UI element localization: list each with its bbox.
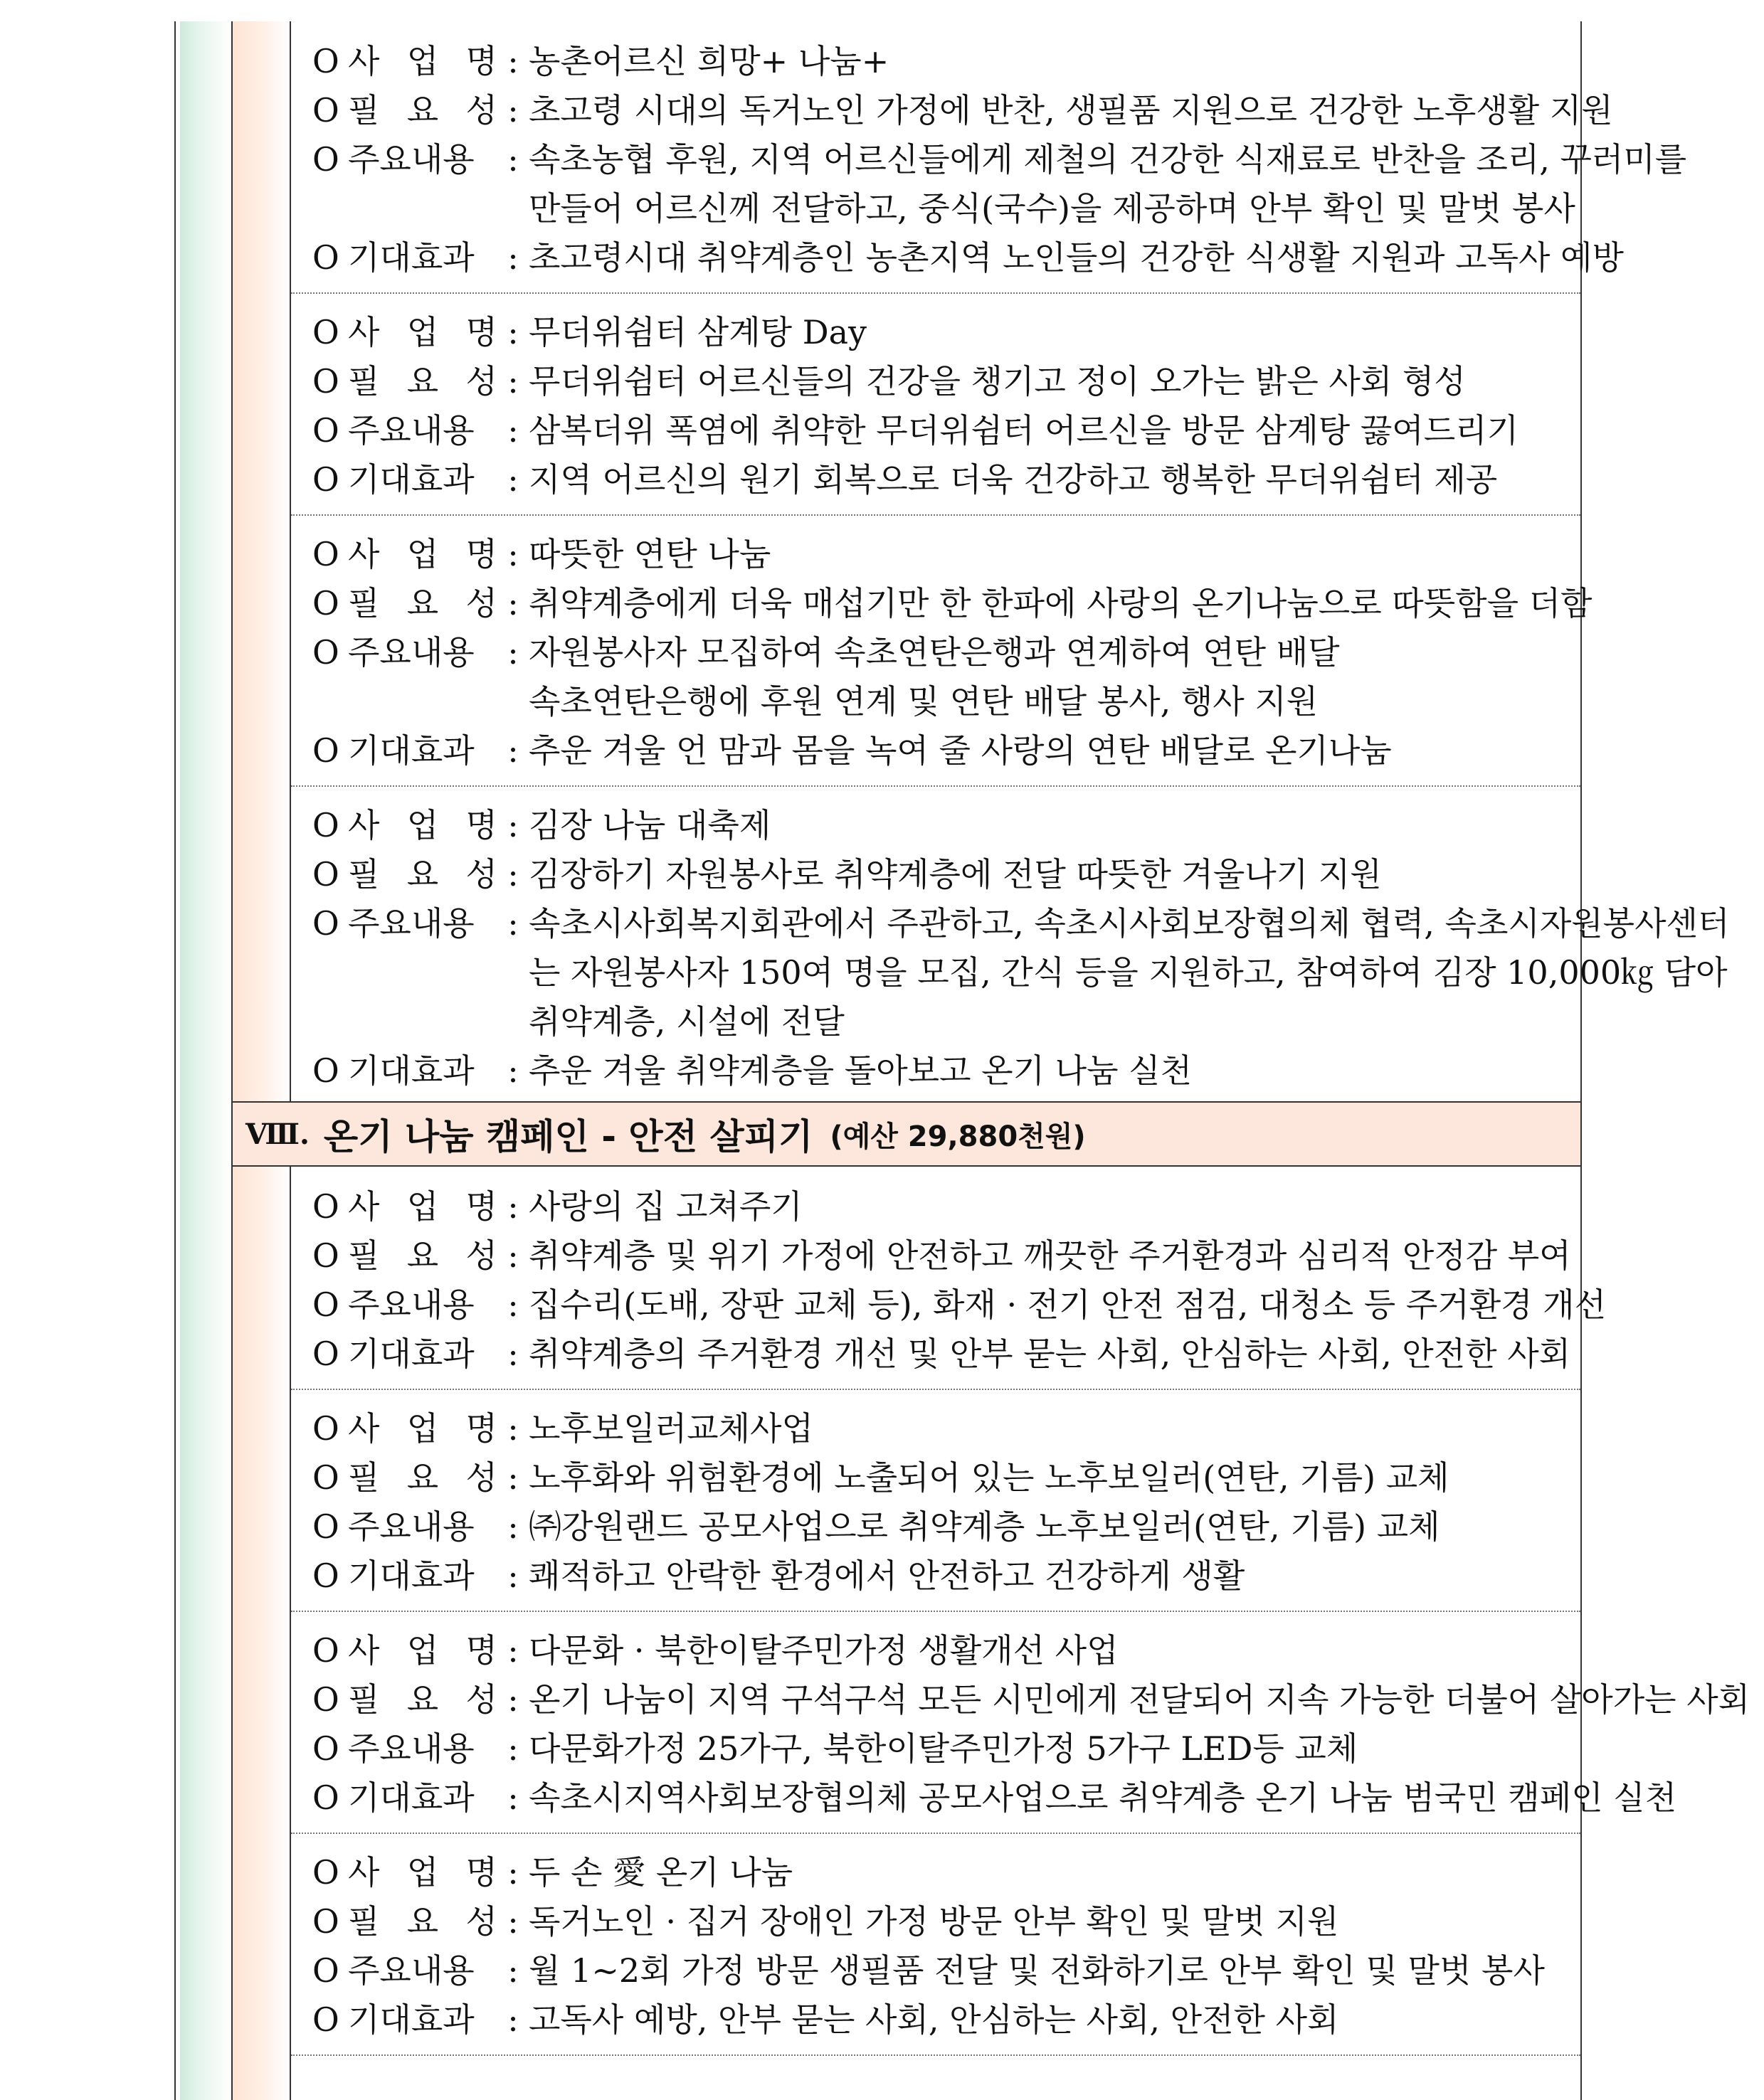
field-label: 주요내용 xyxy=(348,140,475,179)
circle-bullet-icon: O xyxy=(312,91,339,129)
field-value: 삼복더위 폭염에 취약한 무더위쉼터 어르신을 방문 삼계탕 끓여드리기 xyxy=(529,411,1519,450)
field-value: 초고령시대 취약계층인 농촌지역 노인들의 건강한 식생활 지원과 고독사 예방 xyxy=(529,238,1624,277)
field-need xyxy=(312,1897,1580,1946)
circle-bullet-icon: O xyxy=(312,140,339,179)
field-value: 추운 겨울 취약계층을 돌아보고 온기 나눔 실천 xyxy=(529,1051,1193,1090)
field-label: 기대효과 xyxy=(348,1335,475,1373)
section-budget: (예산 29,880천원) xyxy=(830,1120,1086,1153)
field-colon: : xyxy=(507,1557,519,1595)
field-need xyxy=(312,1453,1580,1502)
program-block xyxy=(291,1612,1750,1834)
field-colon: : xyxy=(507,1853,519,1892)
field-label: 주요내용 xyxy=(348,411,475,450)
circle-bullet-icon: O xyxy=(312,904,339,943)
field-content xyxy=(312,1724,1580,1773)
field-value: 속초농협 후원, 지역 어르신들에게 제철의 건강한 식재료로 반찬을 조리, 꾸러미를 xyxy=(529,140,1687,179)
field-label: 기대효과 xyxy=(348,238,475,277)
circle-bullet-icon: O xyxy=(312,460,339,499)
document-frame xyxy=(174,21,1750,2100)
field-value: 다문화 · 북한이탈주민가정 생활개선 사업 xyxy=(529,1631,1119,1670)
circle-bullet-icon: O xyxy=(312,238,339,277)
field-label: 주요내용 xyxy=(348,1729,475,1768)
field-label: 기대효과 xyxy=(348,460,475,499)
field-need xyxy=(312,357,1580,406)
field-label: 필 요 성 xyxy=(348,1680,497,1719)
field-colon: : xyxy=(507,633,519,672)
field-value: 온기 나눔이 지역 구석구석 모든 시민에게 전달되어 지속 가능한 더불어 살아가는 사회 xyxy=(529,1680,1750,1719)
program-block xyxy=(291,21,1687,294)
field-effect xyxy=(312,1995,1580,2045)
field-label: 필 요 성 xyxy=(348,91,497,129)
field-need xyxy=(312,850,1580,899)
field-value: 노후화와 위험환경에 노출되어 있는 노후보일러(연탄, 기름) 교체 xyxy=(529,1458,1449,1497)
field-value: 초고령 시대의 독거노인 가정에 반찬, 생필품 지원으로 건강한 노후생활 지원 xyxy=(529,91,1613,129)
field-colon: : xyxy=(507,1187,519,1226)
field-colon: : xyxy=(507,1729,519,1768)
field-label: 주요내용 xyxy=(348,1951,475,1990)
field-value: 사랑의 집 고쳐주기 xyxy=(529,1187,803,1226)
field-name xyxy=(312,530,1580,579)
circle-bullet-icon: O xyxy=(312,1778,339,1817)
field-content xyxy=(312,628,1580,677)
field-effect xyxy=(312,726,1580,775)
field-value: 취약계층에게 더욱 매섭기만 한 한파에 사랑의 온기나눔으로 따뜻함을 더함 xyxy=(529,584,1593,622)
field-value: 두 손 愛 온기 나눔 xyxy=(529,1853,793,1892)
field-content xyxy=(312,899,1730,948)
field-value: 속초시지역사회보장협의체 공모사업으로 취약계층 온기 나눔 범국민 캠페인 실천 xyxy=(529,1778,1677,1817)
field-need xyxy=(312,86,1613,135)
field-effect xyxy=(312,1552,1580,1601)
circle-bullet-icon: O xyxy=(312,1507,339,1546)
field-need xyxy=(312,1675,1750,1724)
field-content xyxy=(312,1502,1580,1552)
circle-bullet-icon: O xyxy=(312,855,339,893)
program-block xyxy=(291,1167,1607,1390)
field-value: 월 1~2회 가정 방문 생필품 전달 및 전화하기로 안부 확인 및 말벗 봉사 xyxy=(529,1951,1545,1990)
circle-bullet-icon: O xyxy=(312,1729,339,1768)
field-label: 주요내용 xyxy=(348,1285,475,1324)
field-value: 노후보일러교체사업 xyxy=(529,1409,813,1448)
section-number: Ⅷ. xyxy=(245,1117,310,1151)
field-value: ㈜강원랜드 공모사업으로 취약계층 노후보일러(연탄, 기름) 교체 xyxy=(529,1507,1440,1546)
field-colon: : xyxy=(507,1285,519,1324)
field-colon: : xyxy=(507,731,519,770)
circle-bullet-icon: O xyxy=(312,1680,339,1719)
circle-bullet-icon: O xyxy=(312,633,339,672)
field-label: 필 요 성 xyxy=(348,855,497,893)
field-value: 추운 겨울 언 맘과 몸을 녹여 줄 사랑의 연탄 배달로 온기나눔 xyxy=(529,731,1392,770)
field-colon: : xyxy=(507,1507,519,1546)
field-value: 독거노인 · 집거 장애인 가정 방문 안부 확인 및 말벗 지원 xyxy=(529,1902,1339,1941)
circle-bullet-icon: O xyxy=(312,411,339,450)
left-border-line xyxy=(174,21,176,2100)
field-value: 따뜻한 연탄 나눔 xyxy=(529,535,771,573)
field-colon: : xyxy=(507,362,519,401)
field-need xyxy=(312,1231,1580,1280)
circle-bullet-icon: O xyxy=(312,1458,339,1497)
field-value: 김장 나눔 대축제 xyxy=(529,806,771,844)
circle-bullet-icon: O xyxy=(312,2000,339,2039)
field-label: 주요내용 xyxy=(348,633,475,672)
field-label: 사 업 명 xyxy=(348,1187,497,1226)
field-effect xyxy=(312,455,1580,504)
field-value: 속초시사회복지회관에서 주관하고, 속초시사회보장협의체 협력, 속초시자원봉사센터 xyxy=(529,904,1730,943)
field-label: 사 업 명 xyxy=(348,1631,497,1670)
field-label: 기대효과 xyxy=(348,1051,475,1090)
green-margin-band xyxy=(180,21,233,2100)
field-label: 필 요 성 xyxy=(348,1902,497,1941)
field-colon: : xyxy=(507,1680,519,1719)
circle-bullet-icon: O xyxy=(312,362,339,401)
field-effect xyxy=(312,1046,1580,1096)
field-label: 주요내용 xyxy=(348,904,475,943)
field-label: 사 업 명 xyxy=(348,1409,497,1448)
field-colon: : xyxy=(507,1335,519,1373)
field-colon: : xyxy=(507,1409,519,1448)
field-need xyxy=(312,579,1593,628)
field-colon: : xyxy=(507,2000,519,2039)
content-continuation: 만들어 어르신께 전달하고, 중식(국수)을 제공하며 안부 확인 및 말벗 봉사 xyxy=(529,189,1575,228)
field-value: 쾌적하고 안락한 환경에서 안전하고 건강하게 생활 xyxy=(529,1557,1245,1595)
field-colon: : xyxy=(507,460,519,499)
field-value: 무더위쉼터 삼계탕 Day xyxy=(529,313,867,351)
field-label: 기대효과 xyxy=(348,2000,475,2039)
field-effect xyxy=(312,1773,1677,1823)
field-label: 사 업 명 xyxy=(348,806,497,844)
field-colon: : xyxy=(507,904,519,943)
field-value: 다문화가정 25가구, 북한이탈주민가정 5가구 LED등 교체 xyxy=(529,1729,1358,1768)
circle-bullet-icon: O xyxy=(312,42,339,80)
field-label: 사 업 명 xyxy=(348,1853,497,1892)
field-colon: : xyxy=(507,1631,519,1670)
circle-bullet-icon: O xyxy=(312,1285,339,1324)
field-name xyxy=(312,1848,1580,1897)
circle-bullet-icon: O xyxy=(312,1051,339,1090)
field-value: 자원봉사자 모집하여 속초연탄은행과 연계하여 연탄 배달 xyxy=(529,633,1340,672)
field-colon: : xyxy=(507,1902,519,1941)
circle-bullet-icon: O xyxy=(312,1902,339,1941)
field-name xyxy=(312,801,1580,850)
circle-bullet-icon: O xyxy=(312,584,339,622)
field-colon: : xyxy=(507,535,519,573)
circle-bullet-icon: O xyxy=(312,1236,339,1275)
field-label: 필 요 성 xyxy=(348,1458,497,1497)
field-effect xyxy=(312,1330,1580,1379)
content-continuation: 취약계층, 시설에 전달 xyxy=(529,1002,845,1041)
field-name xyxy=(312,308,1580,357)
field-value: 김장하기 자원봉사로 취약계층에 전달 따뜻한 겨울나기 지원 xyxy=(529,855,1382,893)
content-continuation: 속초연탄은행에 후원 연계 및 연탄 배달 봉사, 행사 지원 xyxy=(529,682,1319,721)
field-name xyxy=(312,37,1580,86)
bottom-program-list xyxy=(291,1167,1750,2056)
field-name xyxy=(312,1182,1580,1231)
field-label: 필 요 성 xyxy=(348,1236,497,1275)
field-colon: : xyxy=(507,42,519,80)
program-block xyxy=(291,787,1730,1107)
circle-bullet-icon: O xyxy=(312,535,339,573)
field-label: 기대효과 xyxy=(348,731,475,770)
field-colon: : xyxy=(507,313,519,351)
field-content xyxy=(312,1946,1580,1995)
field-label: 주요내용 xyxy=(348,1507,475,1546)
field-effect xyxy=(312,233,1624,282)
peach-margin-band xyxy=(233,21,291,2100)
field-label: 사 업 명 xyxy=(348,313,497,351)
field-value: 취약계층의 주거환경 개선 및 안부 묻는 사회, 안심하는 사회, 안전한 사회 xyxy=(529,1335,1571,1373)
program-block xyxy=(291,1834,1580,2056)
field-colon: : xyxy=(507,584,519,622)
circle-bullet-icon: O xyxy=(312,1335,339,1373)
field-value: 지역 어르신의 원기 회복으로 더욱 건강하고 행복한 무더위쉼터 제공 xyxy=(529,460,1498,499)
field-colon: : xyxy=(507,806,519,844)
field-colon: : xyxy=(507,1458,519,1497)
circle-bullet-icon: O xyxy=(312,1631,339,1670)
field-name xyxy=(312,1404,1580,1453)
circle-bullet-icon: O xyxy=(312,1951,339,1990)
program-block xyxy=(291,1390,1580,1612)
program-block xyxy=(291,516,1593,787)
field-colon: : xyxy=(507,411,519,450)
circle-bullet-icon: O xyxy=(312,1187,339,1226)
program-block xyxy=(291,294,1580,516)
field-label: 기대효과 xyxy=(348,1557,475,1595)
field-content xyxy=(312,1280,1607,1330)
field-colon: : xyxy=(507,91,519,129)
field-colon: : xyxy=(507,1778,519,1817)
field-value: 무더위쉼터 어르신들의 건강을 챙기고 정이 오가는 밝은 사회 형성 xyxy=(529,362,1466,401)
top-program-list xyxy=(291,21,1730,1107)
field-label: 기대효과 xyxy=(348,1778,475,1817)
circle-bullet-icon: O xyxy=(312,806,339,844)
field-value: 집수리(도배, 장판 교체 등), 화재 · 전기 안전 점검, 대청소 등 주거환경 개선 xyxy=(529,1285,1607,1324)
field-colon: : xyxy=(507,1951,519,1990)
section-header xyxy=(233,1101,1580,1167)
field-label: 필 요 성 xyxy=(348,584,497,622)
section-title: 온기 나눔 캠페인 - 안전 살피기 xyxy=(323,1116,813,1157)
field-colon: : xyxy=(507,238,519,277)
circle-bullet-icon: O xyxy=(312,1853,339,1892)
circle-bullet-icon: O xyxy=(312,313,339,351)
field-colon: : xyxy=(507,855,519,893)
field-value: 고독사 예방, 안부 묻는 사회, 안심하는 사회, 안전한 사회 xyxy=(529,2000,1339,2039)
field-value: 취약계층 및 위기 가정에 안전하고 깨끗한 주거환경과 심리적 안정감 부여 xyxy=(529,1236,1571,1275)
circle-bullet-icon: O xyxy=(312,1409,339,1448)
circle-bullet-icon: O xyxy=(312,1557,339,1595)
field-content xyxy=(312,135,1687,184)
field-colon: : xyxy=(507,1051,519,1090)
field-value: 농촌어르신 희망+ 나눔+ xyxy=(529,42,889,80)
field-label: 사 업 명 xyxy=(348,42,497,80)
field-label: 사 업 명 xyxy=(348,535,497,573)
field-label: 필 요 성 xyxy=(348,362,497,401)
field-content xyxy=(312,406,1580,455)
circle-bullet-icon: O xyxy=(312,731,339,770)
field-name xyxy=(312,1626,1580,1675)
content-continuation: 는 자원봉사자 150여 명을 모집, 간식 등을 지원하고, 참여하여 김장 10,000㎏ 담아 xyxy=(529,953,1728,992)
field-colon: : xyxy=(507,140,519,179)
field-colon: : xyxy=(507,1236,519,1275)
